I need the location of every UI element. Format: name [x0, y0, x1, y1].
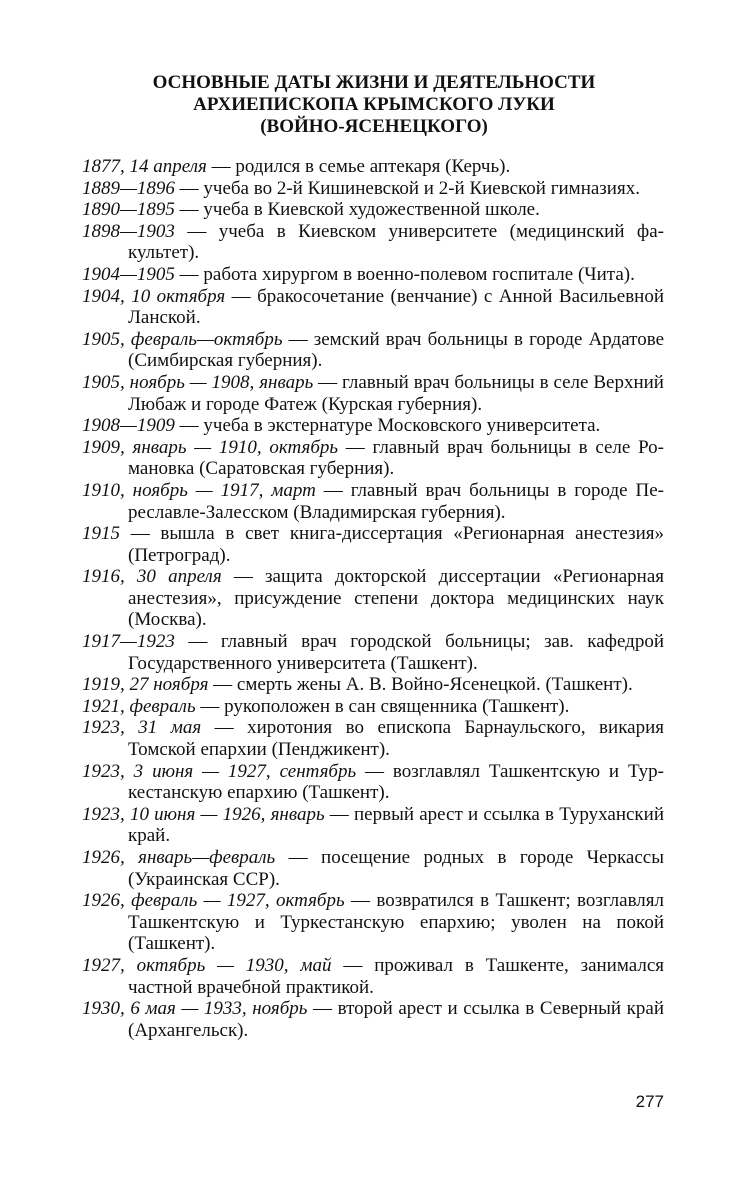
chronology-entry: [82, 286, 664, 329]
entry-date: 1916, 30 апреля: [82, 566, 222, 588]
entry-text: — главный врач городской больницы; зав. кафедрой Государственного университета (Ташкент).: [128, 631, 664, 674]
title-line: ОСНОВНЫЕ ДАТЫ ЖИЗНИ И ДЕЯТЕЛЬНОСТИ: [152, 72, 596, 93]
chronology-list: [82, 156, 664, 1041]
entry-date: 1917—1923: [82, 631, 175, 653]
entry-text: — рукоположен в сан священника (Ташкент).: [195, 695, 570, 717]
entry-date: 1904, 10 октября: [82, 285, 226, 307]
chronology-entry: [82, 804, 664, 847]
entry-date: 1919, 27 ноября: [82, 674, 209, 696]
entry-date: 1877, 14 апреля: [82, 156, 207, 177]
entry-date: 1930, 6 мая — 1933, ноябрь: [82, 998, 308, 1020]
entry-text: — первый арест и ссылка в Туруханский край.: [128, 803, 664, 847]
chronology-entry: [82, 480, 664, 523]
entry-date: 1908—1909: [82, 415, 175, 437]
chronology-entry: [82, 221, 664, 264]
entry-text: — хиротония во епископа Барнаульского, викария Томской епархии (Пенджикент).: [128, 717, 664, 761]
chronology-entry: [82, 523, 664, 566]
entry-text: — бракосочетание (венчание) с Анной Васильевной Ланской.: [128, 285, 664, 329]
entry-date: 1904—1905: [82, 263, 175, 285]
chronology-entry: [82, 437, 664, 480]
entry-date: 1923, 10 июня — 1926, январь: [82, 803, 325, 825]
entry-text: — возвратился в Ташкент; возглавлял Ташкентскую и Туркестанскую епархию; уволен на покой (Ташкент).: [128, 890, 664, 955]
chronology-entry: [82, 631, 664, 674]
entry-date: 1909, январь — 1910, октябрь: [82, 436, 339, 458]
entry-text: — защита докторской диссертации «Регионарная анестезия», присуждение степени доктора медицинских наук (Москва).: [128, 566, 665, 631]
chronology-entry: [82, 847, 664, 890]
entry-text: — смерть жены А. В. Войно-Ясенецкой. (Ташкент).: [208, 674, 633, 696]
chronology-entry: [82, 178, 664, 200]
chronology-entry: [82, 415, 664, 437]
entry-text: — посещение родных в городе Черкассы (Украинская ССР).: [128, 847, 664, 890]
entry-text: — главный врач больницы в городе Переславле-Залесском (Владимирская губерния).: [128, 479, 664, 523]
entry-text: — родился в семье аптекаря (Керчь).: [206, 156, 511, 177]
chronology-entry: [82, 761, 664, 804]
chronology-entry: [82, 566, 664, 631]
entry-text: — учеба в Киевском университете (медицинский факультет).: [128, 220, 664, 264]
entry-date: 1921, февраль: [82, 695, 196, 717]
chronology-entry: [82, 156, 664, 178]
entry-date: 1923, 3 июня — 1927, сентябрь: [82, 760, 357, 782]
entry-date: 1889—1896: [82, 177, 175, 199]
chronology-entry: [82, 264, 664, 286]
chapter-title: [80, 72, 668, 138]
entry-date: 1890—1895: [82, 199, 175, 221]
chronology-entry: [82, 955, 664, 998]
chronology-entry: [82, 372, 664, 415]
chronology-entry: [82, 717, 664, 760]
chronology-entry: [82, 329, 664, 372]
entry-date: 1898—1903: [82, 220, 175, 242]
title-line: (ВОЙНО-ЯСЕНЕЦКОГО): [260, 116, 488, 137]
entry-text: — вышла в свет книга-диссертация «Регионарная анестезия» (Петроград).: [120, 523, 664, 566]
entry-text: — земский врач больницы в городе Ардатове (Симбирская губерния).: [128, 328, 664, 372]
page-number: 277: [635, 1092, 664, 1111]
entry-text: — проживал в Ташкенте, занимался частной врачебной практикой.: [128, 954, 664, 998]
chronology-entry: [82, 199, 664, 221]
entry-text: — главный врач больницы в селе Верхний Любаж и городе Фатеж (Курская губерния).: [128, 371, 664, 415]
title-line: АРХИЕПИСКОПА КРЫМСКОГО ЛУКИ: [193, 94, 555, 115]
chronology-entry: [82, 890, 664, 955]
entry-text: — главный врач больницы в селе Романовка (Саратовская губерния).: [128, 436, 664, 480]
entry-text: — учеба в экстернатуре Московского университета.: [174, 415, 601, 437]
chronology-entry: [82, 998, 664, 1041]
entry-date: 1910, ноябрь — 1917, март: [82, 479, 316, 501]
entry-text: — второй арест и ссылка в Северный край (Архангельск).: [128, 998, 664, 1041]
entry-text: — работа хирургом в военно-полевом госпитале (Чита).: [174, 263, 635, 285]
entry-date: 1915: [82, 523, 120, 545]
entry-date: 1926, январь—февраль: [82, 847, 276, 868]
entry-date: 1923, 31 мая: [82, 717, 202, 739]
chronology-entry: [82, 674, 664, 696]
entry-date: 1926, февраль — 1927, октябрь: [82, 890, 345, 912]
entry-date: 1927, октябрь — 1930, май: [82, 954, 332, 976]
chronology-entry: [82, 696, 664, 718]
entry-text: — учеба в Киевской художественной школе.: [174, 199, 540, 221]
entry-text: — возглавлял Ташкентскую и Туркестанскую епархию (Ташкент).: [128, 760, 664, 804]
entry-text: — учеба во 2-й Кишиневской и 2-й Киевской гимназиях.: [174, 177, 640, 199]
entry-date: 1905, февраль—октябрь: [82, 328, 283, 350]
entry-date: 1905, ноябрь — 1908, январь: [82, 371, 314, 393]
